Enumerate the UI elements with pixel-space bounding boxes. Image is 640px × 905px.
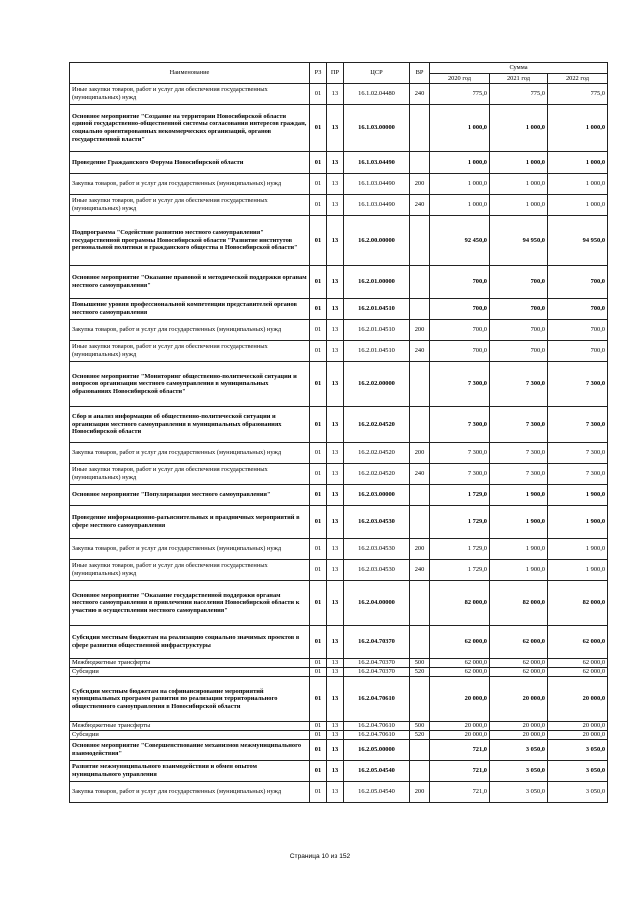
- row-amount-2022: 82 000,0: [548, 581, 608, 626]
- row-rz: 01: [310, 464, 327, 485]
- row-amount-2022: 3 050,0: [548, 761, 608, 782]
- row-amount-2020: 1 000,0: [430, 174, 490, 195]
- row-rz: 01: [310, 731, 327, 740]
- row-pr: 13: [327, 216, 344, 266]
- header-csr: ЦСР: [344, 63, 410, 84]
- row-amount-2020: 20 000,0: [430, 731, 490, 740]
- row-amount-2021: 3 050,0: [490, 761, 548, 782]
- table-row: [70, 152, 608, 174]
- row-csr: 16.2.03.04530: [344, 560, 410, 581]
- row-amount-2020: 1 000,0: [430, 195, 490, 216]
- row-csr: 16.2.03.04530: [344, 506, 410, 539]
- row-csr: 16.2.01.04510: [344, 299, 410, 320]
- row-name: Основное мероприятие "Мониторинг общественно-политической ситуации и вопросов организации местного самоуправления в муниципальных образованиях Новосибирской области": [70, 362, 310, 407]
- row-pr: 13: [327, 560, 344, 581]
- row-pr: 13: [327, 485, 344, 506]
- row-rz: 01: [310, 152, 327, 174]
- row-rz: 01: [310, 362, 327, 407]
- row-rz: 01: [310, 299, 327, 320]
- row-vr: 520: [410, 731, 430, 740]
- row-csr: 16.2.02.04520: [344, 407, 410, 443]
- row-amount-2022: 1 000,0: [548, 195, 608, 216]
- row-pr: 13: [327, 626, 344, 659]
- row-vr: 520: [410, 668, 430, 677]
- row-rz: 01: [310, 485, 327, 506]
- row-csr: 16.1.02.04480: [344, 84, 410, 105]
- row-pr: 13: [327, 84, 344, 105]
- table-row: [70, 626, 608, 659]
- row-amount-2021: 62 000,0: [490, 659, 548, 668]
- table-row: [70, 299, 608, 320]
- row-vr: 200: [410, 443, 430, 464]
- row-name: Субсидии: [70, 731, 310, 740]
- row-csr: 16.2.02.04520: [344, 464, 410, 485]
- row-vr: 200: [410, 174, 430, 195]
- row-vr: [410, 677, 430, 722]
- table-row: [70, 320, 608, 341]
- row-csr: 16.2.02.00000: [344, 362, 410, 407]
- row-vr: 240: [410, 560, 430, 581]
- table-header: [70, 63, 608, 84]
- row-rz: 01: [310, 659, 327, 668]
- row-pr: 13: [327, 539, 344, 560]
- row-vr: [410, 506, 430, 539]
- row-rz: 01: [310, 506, 327, 539]
- row-pr: 13: [327, 464, 344, 485]
- row-name: Иные закупки товаров, работ и услуг для обеспечения государственных (муниципальных) нужд: [70, 195, 310, 216]
- row-csr: 16.2.04.70610: [344, 731, 410, 740]
- row-amount-2021: 1 000,0: [490, 195, 548, 216]
- row-rz: 01: [310, 581, 327, 626]
- table-row: [70, 539, 608, 560]
- row-csr: 16.2.01.04510: [344, 341, 410, 362]
- row-name: Иные закупки товаров, работ и услуг для обеспечения государственных (муниципальных) нужд: [70, 84, 310, 105]
- row-pr: 13: [327, 299, 344, 320]
- row-pr: 13: [327, 782, 344, 803]
- row-amount-2020: 7 300,0: [430, 407, 490, 443]
- row-pr: 13: [327, 320, 344, 341]
- row-pr: 13: [327, 443, 344, 464]
- row-vr: 240: [410, 464, 430, 485]
- row-amount-2022: 3 050,0: [548, 782, 608, 803]
- row-vr: 240: [410, 341, 430, 362]
- row-csr: 16.1.03.04490: [344, 195, 410, 216]
- row-amount-2022: 94 950,0: [548, 216, 608, 266]
- table-row: [70, 581, 608, 626]
- row-csr: 16.2.04.70610: [344, 722, 410, 731]
- row-pr: 13: [327, 581, 344, 626]
- row-vr: [410, 407, 430, 443]
- row-amount-2020: 1 000,0: [430, 105, 490, 152]
- row-vr: [410, 485, 430, 506]
- row-name: Проведение информационно-разъяснительных и праздничных мероприятий в сфере местного самоуправления: [70, 506, 310, 539]
- row-amount-2020: 62 000,0: [430, 659, 490, 668]
- row-amount-2020: 775,0: [430, 84, 490, 105]
- table-row: [70, 443, 608, 464]
- row-name: Иные закупки товаров, работ и услуг для обеспечения государственных (муниципальных) нужд: [70, 341, 310, 362]
- row-vr: [410, 626, 430, 659]
- table-row: [70, 761, 608, 782]
- row-name: Межбюджетные трансферты: [70, 659, 310, 668]
- table-row: [70, 216, 608, 266]
- row-amount-2022: 7 300,0: [548, 407, 608, 443]
- row-amount-2020: 7 300,0: [430, 443, 490, 464]
- row-pr: 13: [327, 341, 344, 362]
- row-name: Субсидии: [70, 668, 310, 677]
- row-csr: 16.2.04.70370: [344, 626, 410, 659]
- row-csr: 16.2.03.00000: [344, 485, 410, 506]
- row-rz: 01: [310, 560, 327, 581]
- row-amount-2020: 721,0: [430, 740, 490, 761]
- row-rz: 01: [310, 626, 327, 659]
- row-name: Сбор и анализ информации об общественно-политической ситуации и организации местного самоуправления в муниципальных образованиях Новосибирской области: [70, 407, 310, 443]
- row-pr: 13: [327, 362, 344, 407]
- row-name: Закупка товаров, работ и услуг для государственных (муниципальных) нужд: [70, 539, 310, 560]
- row-csr: 16.2.04.70370: [344, 659, 410, 668]
- row-amount-2022: 700,0: [548, 299, 608, 320]
- table-row: [70, 677, 608, 722]
- row-pr: 13: [327, 761, 344, 782]
- row-csr: 16.1.03.00000: [344, 105, 410, 152]
- row-pr: 13: [327, 195, 344, 216]
- budget-table: [69, 62, 608, 803]
- row-amount-2020: 1 729,0: [430, 485, 490, 506]
- header-vr: ВР: [410, 63, 430, 84]
- row-amount-2021: 1 900,0: [490, 539, 548, 560]
- row-amount-2020: 700,0: [430, 266, 490, 299]
- header-year-2021: 2021 год: [490, 74, 548, 84]
- row-amount-2022: 20 000,0: [548, 722, 608, 731]
- row-rz: 01: [310, 320, 327, 341]
- row-rz: 01: [310, 266, 327, 299]
- row-pr: 13: [327, 722, 344, 731]
- row-vr: [410, 299, 430, 320]
- row-amount-2020: 700,0: [430, 341, 490, 362]
- row-amount-2022: 775,0: [548, 84, 608, 105]
- row-rz: 01: [310, 84, 327, 105]
- table-row: [70, 266, 608, 299]
- row-vr: [410, 581, 430, 626]
- row-name: Основное мероприятие "Оказание государственной поддержки органам местного самоуправления в привлечении населения Новосибирской области к участию в осуществлении местного самоуправления": [70, 581, 310, 626]
- row-pr: 13: [327, 152, 344, 174]
- table-row: [70, 668, 608, 677]
- row-amount-2022: 20 000,0: [548, 731, 608, 740]
- row-csr: 16.2.04.00000: [344, 581, 410, 626]
- row-pr: 13: [327, 266, 344, 299]
- row-amount-2020: 1 729,0: [430, 560, 490, 581]
- row-amount-2020: 7 300,0: [430, 464, 490, 485]
- row-name: Субсидии местным бюджетам на реализацию социально значимых проектов в сфере развития общественной инфраструктуры: [70, 626, 310, 659]
- row-vr: [410, 266, 430, 299]
- table-row: [70, 740, 608, 761]
- row-rz: 01: [310, 668, 327, 677]
- row-rz: 01: [310, 443, 327, 464]
- row-rz: 01: [310, 782, 327, 803]
- header-sum: Сумма: [430, 63, 608, 74]
- row-csr: 16.2.03.04530: [344, 539, 410, 560]
- table-row: [70, 84, 608, 105]
- row-amount-2022: 1 900,0: [548, 539, 608, 560]
- row-vr: [410, 152, 430, 174]
- row-amount-2021: 700,0: [490, 341, 548, 362]
- row-amount-2021: 7 300,0: [490, 362, 548, 407]
- row-name: Закупка товаров, работ и услуг для государственных (муниципальных) нужд: [70, 443, 310, 464]
- row-vr: [410, 216, 430, 266]
- header-rz: РЗ: [310, 63, 327, 84]
- table-row: [70, 195, 608, 216]
- row-amount-2021: 1 000,0: [490, 174, 548, 195]
- row-amount-2021: 1 000,0: [490, 105, 548, 152]
- row-amount-2021: 1 000,0: [490, 152, 548, 174]
- row-amount-2021: 1 900,0: [490, 485, 548, 506]
- table-row: [70, 731, 608, 740]
- row-amount-2022: 1 900,0: [548, 506, 608, 539]
- row-pr: 13: [327, 731, 344, 740]
- row-csr: 16.1.03.04490: [344, 152, 410, 174]
- row-amount-2021: 62 000,0: [490, 626, 548, 659]
- row-csr: 16.2.04.70370: [344, 668, 410, 677]
- row-amount-2022: 700,0: [548, 320, 608, 341]
- row-vr: [410, 740, 430, 761]
- header-pr: ПР: [327, 63, 344, 84]
- row-rz: 01: [310, 761, 327, 782]
- row-rz: 01: [310, 539, 327, 560]
- row-amount-2021: 775,0: [490, 84, 548, 105]
- row-name: Развитие межмуниципального взаимодействия и обмен опытом муниципального управления: [70, 761, 310, 782]
- row-amount-2020: 82 000,0: [430, 581, 490, 626]
- row-vr: 200: [410, 539, 430, 560]
- row-name: Подпрограмма "Содействие развитию местного самоуправления" государственной программы Новосибирской области "Развитие институтов региональной политики и гражданского общества в Новосибирской области": [70, 216, 310, 266]
- row-vr: [410, 362, 430, 407]
- row-pr: 13: [327, 668, 344, 677]
- row-vr: [410, 761, 430, 782]
- row-csr: 16.2.05.04540: [344, 782, 410, 803]
- header-year-2020: 2020 год: [430, 74, 490, 84]
- row-amount-2022: 62 000,0: [548, 668, 608, 677]
- row-name: Иные закупки товаров, работ и услуг для обеспечения государственных (муниципальных) нужд: [70, 560, 310, 581]
- row-amount-2021: 7 300,0: [490, 407, 548, 443]
- row-amount-2022: 62 000,0: [548, 659, 608, 668]
- row-amount-2021: 700,0: [490, 320, 548, 341]
- row-name: Субсидии местным бюджетам на софинансирование мероприятий муниципальных программ развития по реализации территориального общественного самоуправления в Новосибирской области: [70, 677, 310, 722]
- row-vr: 500: [410, 659, 430, 668]
- row-vr: [410, 105, 430, 152]
- row-amount-2021: 20 000,0: [490, 722, 548, 731]
- row-rz: 01: [310, 740, 327, 761]
- row-vr: 240: [410, 84, 430, 105]
- table-body: [70, 84, 608, 803]
- row-name: Иные закупки товаров, работ и услуг для обеспечения государственных (муниципальных) нужд: [70, 464, 310, 485]
- row-amount-2021: 700,0: [490, 266, 548, 299]
- row-csr: 16.2.05.00000: [344, 740, 410, 761]
- row-amount-2020: 700,0: [430, 320, 490, 341]
- table-row: [70, 485, 608, 506]
- row-vr: 500: [410, 722, 430, 731]
- row-name: Межбюджетные трансферты: [70, 722, 310, 731]
- row-amount-2022: 700,0: [548, 341, 608, 362]
- row-amount-2021: 3 050,0: [490, 782, 548, 803]
- row-amount-2022: 7 300,0: [548, 443, 608, 464]
- row-vr: 200: [410, 782, 430, 803]
- row-rz: 01: [310, 341, 327, 362]
- row-rz: 01: [310, 105, 327, 152]
- row-amount-2021: 82 000,0: [490, 581, 548, 626]
- row-amount-2021: 1 900,0: [490, 560, 548, 581]
- row-amount-2021: 7 300,0: [490, 464, 548, 485]
- row-amount-2020: 721,0: [430, 761, 490, 782]
- row-amount-2021: 700,0: [490, 299, 548, 320]
- row-amount-2021: 7 300,0: [490, 443, 548, 464]
- row-amount-2022: 62 000,0: [548, 626, 608, 659]
- row-pr: 13: [327, 105, 344, 152]
- row-csr: 16.2.04.70610: [344, 677, 410, 722]
- row-rz: 01: [310, 216, 327, 266]
- row-vr: 200: [410, 320, 430, 341]
- table-row: [70, 362, 608, 407]
- header-year-2022: 2022 год: [548, 74, 608, 84]
- page-footer: Страница 10 из 152: [289, 853, 351, 860]
- row-amount-2020: 700,0: [430, 299, 490, 320]
- row-pr: 13: [327, 506, 344, 539]
- row-rz: 01: [310, 174, 327, 195]
- row-amount-2021: 94 950,0: [490, 216, 548, 266]
- row-pr: 13: [327, 407, 344, 443]
- row-rz: 01: [310, 722, 327, 731]
- row-pr: 13: [327, 740, 344, 761]
- row-amount-2021: 20 000,0: [490, 677, 548, 722]
- header-name: Наименование: [70, 63, 310, 84]
- row-name: Проведение Гражданского Форума Новосибирской области: [70, 152, 310, 174]
- row-amount-2022: 20 000,0: [548, 677, 608, 722]
- row-amount-2020: 20 000,0: [430, 722, 490, 731]
- row-amount-2020: 62 000,0: [430, 668, 490, 677]
- table-row: [70, 407, 608, 443]
- row-name: Основное мероприятие "Совершенствование механизмов межмуниципального взаимодействия": [70, 740, 310, 761]
- table-row: [70, 560, 608, 581]
- row-csr: 16.2.02.04520: [344, 443, 410, 464]
- row-name: Основное мероприятие "Создание на территории Новосибирской области единой государственно-общественной системы согласования интересов граждан, социально ориентированных некоммерческих организаций, органов государственной власти": [70, 105, 310, 152]
- row-vr: 240: [410, 195, 430, 216]
- row-amount-2020: 721,0: [430, 782, 490, 803]
- row-amount-2022: 1 900,0: [548, 560, 608, 581]
- row-rz: 01: [310, 677, 327, 722]
- row-amount-2020: 20 000,0: [430, 677, 490, 722]
- table-row: [70, 722, 608, 731]
- row-name: Закупка товаров, работ и услуг для государственных (муниципальных) нужд: [70, 174, 310, 195]
- row-csr: 16.2.01.04510: [344, 320, 410, 341]
- row-amount-2021: 20 000,0: [490, 731, 548, 740]
- row-amount-2020: 7 300,0: [430, 362, 490, 407]
- row-amount-2022: 1 000,0: [548, 152, 608, 174]
- row-amount-2022: 7 300,0: [548, 464, 608, 485]
- row-csr: 16.2.00.00000: [344, 216, 410, 266]
- row-amount-2021: 62 000,0: [490, 668, 548, 677]
- row-amount-2022: 7 300,0: [548, 362, 608, 407]
- row-name: Повышение уровня профессиональной компетенции представителей органов местного самоуправления: [70, 299, 310, 320]
- row-pr: 13: [327, 659, 344, 668]
- row-amount-2020: 1 729,0: [430, 539, 490, 560]
- row-amount-2020: 1 729,0: [430, 506, 490, 539]
- row-name: Закупка товаров, работ и услуг для государственных (муниципальных) нужд: [70, 782, 310, 803]
- table-row: [70, 659, 608, 668]
- table-row: [70, 105, 608, 152]
- row-rz: 01: [310, 195, 327, 216]
- row-amount-2020: 62 000,0: [430, 626, 490, 659]
- row-name: Основное мероприятие "Оказание правовой и методической поддержки органам местного самоуправления": [70, 266, 310, 299]
- row-amount-2020: 92 450,0: [430, 216, 490, 266]
- row-amount-2021: 1 900,0: [490, 506, 548, 539]
- row-amount-2022: 3 050,0: [548, 740, 608, 761]
- table-row: [70, 506, 608, 539]
- row-csr: 16.2.05.04540: [344, 761, 410, 782]
- row-amount-2020: 1 000,0: [430, 152, 490, 174]
- row-name: Основное мероприятие "Популяризация местного самоуправления": [70, 485, 310, 506]
- row-pr: 13: [327, 677, 344, 722]
- row-amount-2022: 1 000,0: [548, 174, 608, 195]
- row-amount-2022: 1 900,0: [548, 485, 608, 506]
- row-name: Закупка товаров, работ и услуг для государственных (муниципальных) нужд: [70, 320, 310, 341]
- table-row: [70, 341, 608, 362]
- table-row: [70, 782, 608, 803]
- row-csr: 16.2.01.00000: [344, 266, 410, 299]
- row-amount-2021: 3 050,0: [490, 740, 548, 761]
- table-row: [70, 464, 608, 485]
- row-rz: 01: [310, 407, 327, 443]
- table-row: [70, 174, 608, 195]
- row-amount-2022: 1 000,0: [548, 105, 608, 152]
- row-amount-2022: 700,0: [548, 266, 608, 299]
- row-csr: 16.1.03.04490: [344, 174, 410, 195]
- row-pr: 13: [327, 174, 344, 195]
